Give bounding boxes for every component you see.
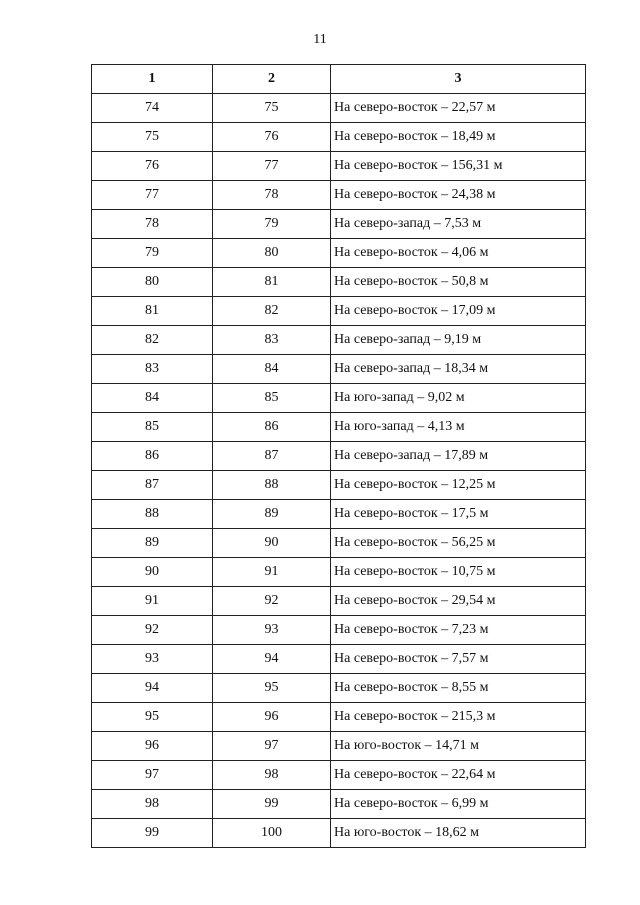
table-header [92, 65, 586, 94]
cell-point-to: 78 [213, 181, 331, 210]
cell-point-from: 92 [92, 616, 213, 645]
cell-point-to: 75 [213, 94, 331, 123]
table-row [92, 529, 586, 558]
cell-description: На северо-восток – 56,25 м [331, 529, 586, 558]
cell-point-to: 83 [213, 326, 331, 355]
header-row [92, 65, 586, 94]
cell-description: На юго-запад – 9,02 м [331, 384, 586, 413]
cell-point-from: 99 [92, 819, 213, 848]
cell-point-from: 89 [92, 529, 213, 558]
cell-point-from: 77 [92, 181, 213, 210]
cell-point-from: 85 [92, 413, 213, 442]
table-row [92, 471, 586, 500]
cell-point-to: 81 [213, 268, 331, 297]
table-row [92, 558, 586, 587]
cell-description: На северо-восток – 18,49 м [331, 123, 586, 152]
header-cell-col2: 2 [213, 65, 331, 94]
cell-description: На северо-восток – 12,25 м [331, 471, 586, 500]
cell-point-to: 91 [213, 558, 331, 587]
cell-point-from: 88 [92, 500, 213, 529]
cell-description: На северо-восток – 50,8 м [331, 268, 586, 297]
table-row [92, 413, 586, 442]
cell-point-from: 90 [92, 558, 213, 587]
cell-point-to: 98 [213, 761, 331, 790]
cell-point-from: 98 [92, 790, 213, 819]
cell-description: На северо-восток – 22,64 м [331, 761, 586, 790]
cell-point-from: 74 [92, 94, 213, 123]
cell-description: На северо-запад – 9,19 м [331, 326, 586, 355]
cell-description: На северо-запад – 18,34 м [331, 355, 586, 384]
cell-point-to: 77 [213, 152, 331, 181]
cell-point-from: 76 [92, 152, 213, 181]
cell-point-to: 93 [213, 616, 331, 645]
cell-point-from: 79 [92, 239, 213, 268]
table-row [92, 94, 586, 123]
cell-point-from: 84 [92, 384, 213, 413]
cell-description: На северо-восток – 7,57 м [331, 645, 586, 674]
table-row [92, 645, 586, 674]
cell-point-to: 100 [213, 819, 331, 848]
table-row [92, 674, 586, 703]
cell-point-from: 96 [92, 732, 213, 761]
cell-description: На северо-восток – 4,06 м [331, 239, 586, 268]
table-row [92, 500, 586, 529]
page-number: 11 [313, 32, 327, 47]
cell-point-from: 93 [92, 645, 213, 674]
header-cell-col1: 1 [92, 65, 213, 94]
table-row [92, 123, 586, 152]
cell-point-to: 87 [213, 442, 331, 471]
cell-description: На северо-восток – 22,57 м [331, 94, 586, 123]
table-row [92, 616, 586, 645]
cell-point-to: 89 [213, 500, 331, 529]
cell-point-from: 86 [92, 442, 213, 471]
table-row [92, 703, 586, 732]
cell-description: На северо-восток – 6,99 м [331, 790, 586, 819]
cell-point-to: 99 [213, 790, 331, 819]
table-row [92, 732, 586, 761]
cell-point-from: 80 [92, 268, 213, 297]
cell-point-to: 79 [213, 210, 331, 239]
cell-point-to: 86 [213, 413, 331, 442]
table-row [92, 152, 586, 181]
cell-point-from: 78 [92, 210, 213, 239]
header-cell-col3: 3 [331, 65, 586, 94]
cell-point-from: 83 [92, 355, 213, 384]
cell-point-to: 97 [213, 732, 331, 761]
cell-description: На северо-запад – 7,53 м [331, 210, 586, 239]
table-row [92, 297, 586, 326]
cell-description: На северо-восток – 24,38 м [331, 181, 586, 210]
cell-point-to: 95 [213, 674, 331, 703]
cell-point-to: 76 [213, 123, 331, 152]
cell-point-to: 82 [213, 297, 331, 326]
cell-point-from: 75 [92, 123, 213, 152]
table-row [92, 326, 586, 355]
cell-description: На северо-восток – 7,23 м [331, 616, 586, 645]
table-row [92, 442, 586, 471]
table-body [92, 94, 586, 848]
cell-point-from: 97 [92, 761, 213, 790]
cell-description: На юго-восток – 18,62 м [331, 819, 586, 848]
cell-point-from: 82 [92, 326, 213, 355]
cell-description: На северо-запад – 17,89 м [331, 442, 586, 471]
table-row [92, 181, 586, 210]
cell-point-from: 94 [92, 674, 213, 703]
table-row [92, 355, 586, 384]
table-row [92, 819, 586, 848]
cell-point-to: 94 [213, 645, 331, 674]
table-row [92, 210, 586, 239]
table-row [92, 268, 586, 297]
cell-description: На северо-восток – 17,09 м [331, 297, 586, 326]
cell-description: На северо-восток – 8,55 м [331, 674, 586, 703]
cell-point-to: 80 [213, 239, 331, 268]
cell-point-to: 84 [213, 355, 331, 384]
table-row [92, 239, 586, 268]
cell-description: На северо-восток – 156,31 м [331, 152, 586, 181]
cell-description: На юго-восток – 14,71 м [331, 732, 586, 761]
table-row [92, 761, 586, 790]
boundary-table [91, 64, 586, 848]
cell-point-to: 90 [213, 529, 331, 558]
cell-description: На северо-восток – 215,3 м [331, 703, 586, 732]
cell-description: На северо-восток – 10,75 м [331, 558, 586, 587]
table-row [92, 384, 586, 413]
table-row [92, 587, 586, 616]
cell-point-from: 87 [92, 471, 213, 500]
cell-point-to: 88 [213, 471, 331, 500]
cell-description: На северо-восток – 17,5 м [331, 500, 586, 529]
cell-point-from: 81 [92, 297, 213, 326]
cell-point-from: 95 [92, 703, 213, 732]
table-row [92, 790, 586, 819]
cell-point-to: 85 [213, 384, 331, 413]
cell-point-to: 96 [213, 703, 331, 732]
cell-description: На северо-восток – 29,54 м [331, 587, 586, 616]
cell-point-to: 92 [213, 587, 331, 616]
cell-point-from: 91 [92, 587, 213, 616]
cell-description: На юго-запад – 4,13 м [331, 413, 586, 442]
